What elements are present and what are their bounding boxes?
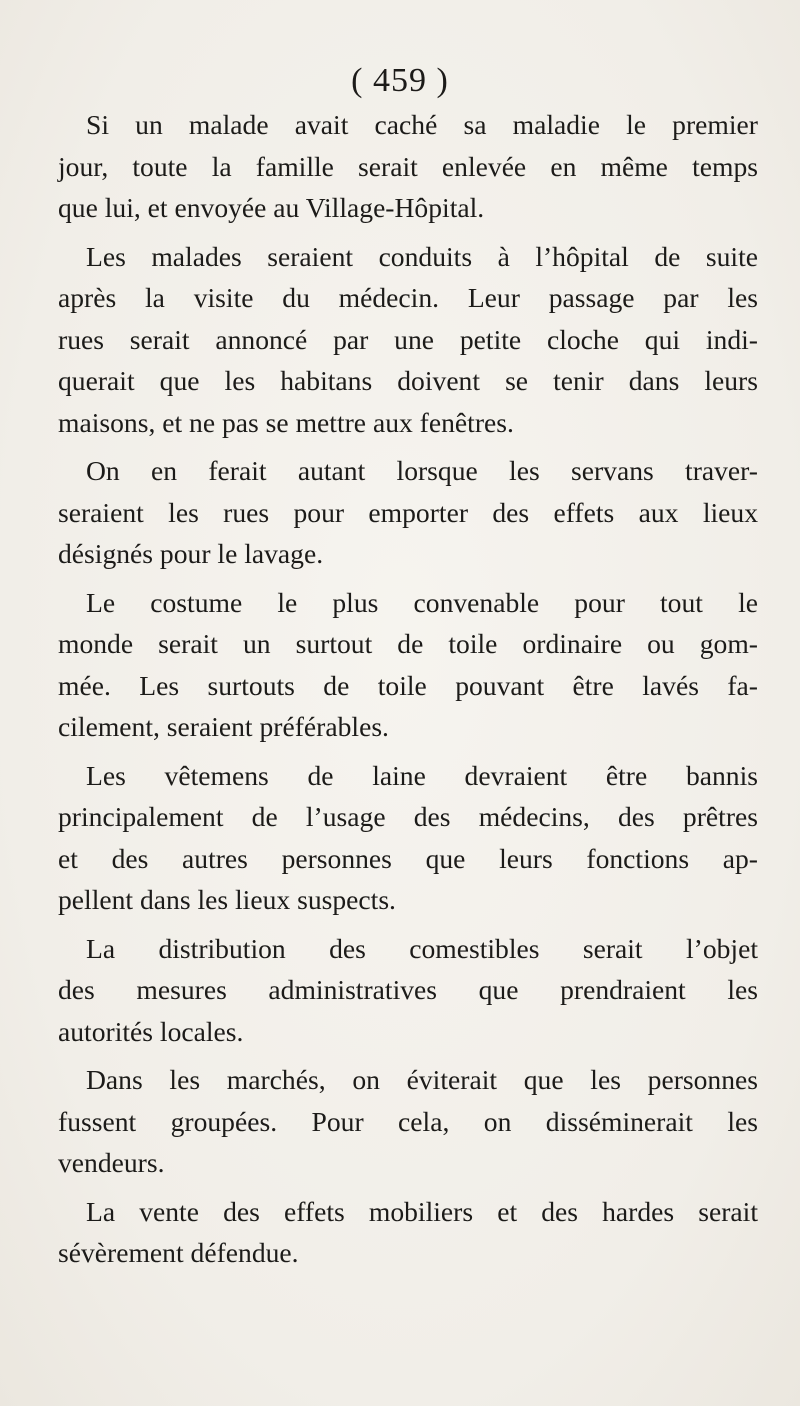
text-line: La vente des effets mobiliers et des hardes serait	[86, 1195, 758, 1227]
text-line: Le costume le plus convenable pour tout le	[86, 586, 758, 618]
page-number: ( 459 )	[351, 62, 449, 99]
paragraph	[58, 450, 758, 575]
text-line: et des autres personnes que leurs fonctions ap-	[58, 842, 758, 874]
text-line: Si un malade avait caché sa maladie le premier	[86, 109, 758, 140]
text-line: cilement, seraient préférables.	[58, 711, 389, 742]
text-line: des mesures administratives que prendraient les	[58, 974, 758, 1005]
text-line: monde serait un surtout de toile ordinaire ou gom-	[58, 628, 758, 659]
text-line: On en ferait autant lorsque les servans traver-	[86, 455, 758, 486]
text-line: La distribution des comestibles serait l’objet	[86, 932, 758, 964]
text-line: vendeurs.	[58, 1147, 165, 1178]
text-line: principalement de l’usage des médecins, des prêtres	[58, 801, 758, 832]
paragraph	[58, 755, 758, 921]
text-line: maisons, et ne pas se mettre aux fenêtres.	[58, 406, 514, 438]
text-line: fussent groupées. Pour cela, on disséminerait les	[58, 1105, 758, 1137]
paragraph	[58, 104, 758, 229]
text-line: querait que les habitans doivent se tenir dans leurs	[58, 365, 758, 396]
paragraph	[58, 928, 758, 1053]
text-line: après la visite du médecin. Leur passage par les	[58, 282, 758, 313]
paragraph	[58, 1059, 758, 1184]
text-line: Les malades seraient conduits à l’hôpital de suite	[86, 240, 758, 272]
text-line: pellent dans les lieux suspects.	[58, 884, 396, 915]
body-text	[58, 104, 758, 1281]
text-line: Les vêtemens de laine devraient être bannis	[86, 759, 758, 791]
paragraph	[58, 236, 758, 444]
paragraph	[58, 582, 758, 748]
text-line: désignés pour le lavage.	[58, 538, 324, 569]
text-line: seraient les rues pour emporter des effets aux lieux	[58, 496, 758, 528]
text-line: jour, toute la famille serait enlevée en même temps	[58, 150, 758, 182]
text-line: autorités locales.	[58, 1015, 244, 1047]
text-line: que lui, et envoyée au Village-Hôpital.	[58, 192, 485, 223]
text-line: Dans les marchés, on éviterait que les personnes	[86, 1064, 758, 1095]
text-line: sévèrement défendue.	[58, 1237, 299, 1268]
text-line: mée. Les surtouts de toile pouvant être lavés fa-	[58, 669, 758, 701]
paragraph	[58, 1191, 758, 1274]
text-line: rues serait annoncé par une petite cloche qui indi-	[58, 323, 758, 355]
